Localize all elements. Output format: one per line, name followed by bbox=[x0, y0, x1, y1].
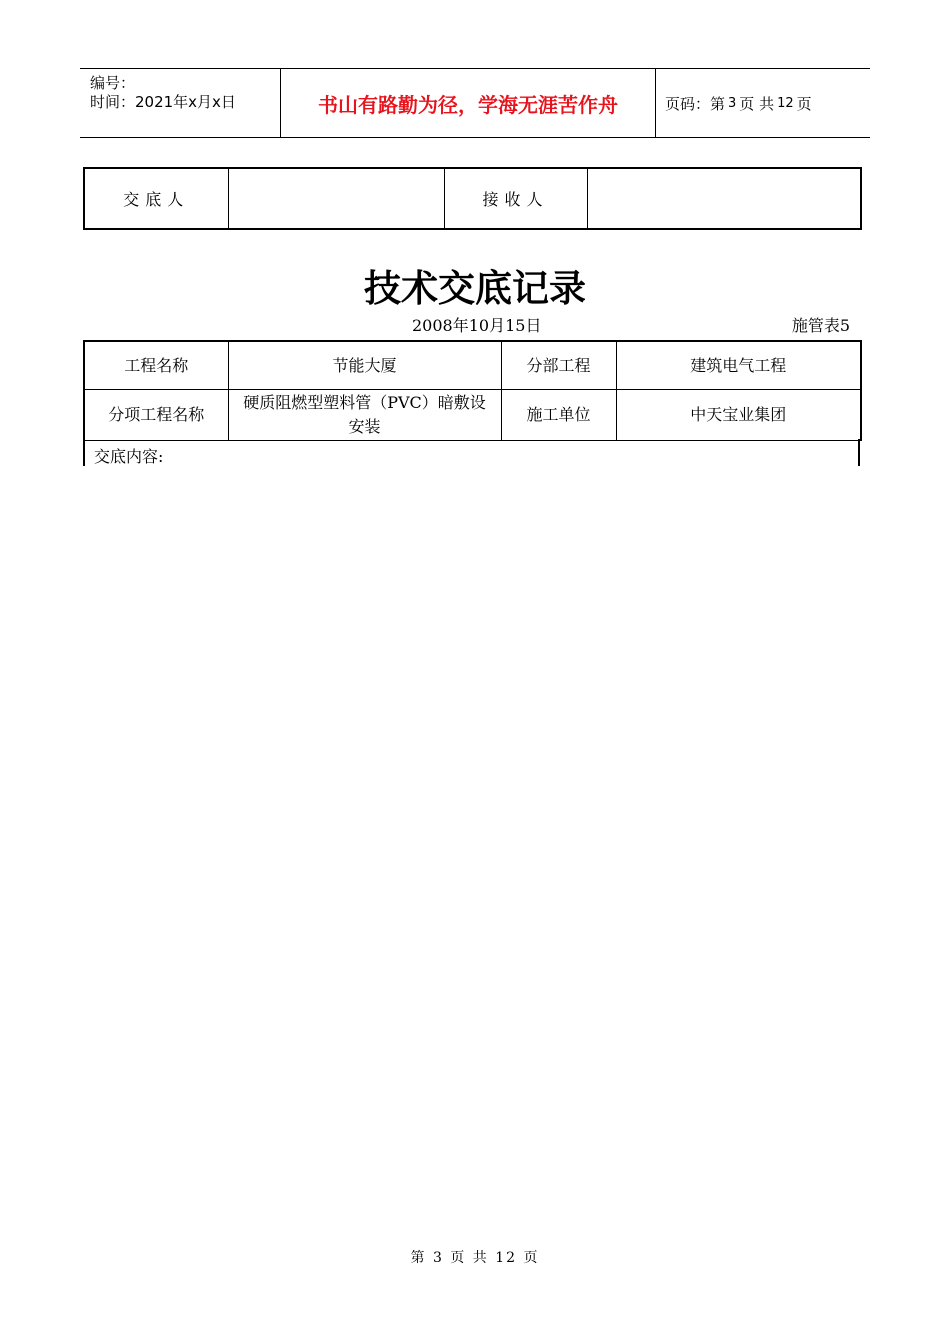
header-page-number bbox=[655, 69, 870, 137]
signature-table bbox=[83, 167, 862, 230]
page-mid: 页 共 bbox=[739, 94, 775, 113]
document-title: 技术交底记录 bbox=[364, 267, 586, 310]
page-total: 12 bbox=[777, 95, 794, 111]
serial-label: 编号： bbox=[90, 74, 136, 92]
page-suffix: 页 bbox=[796, 94, 812, 113]
contractor-label: 施工单位 bbox=[501, 390, 616, 441]
time-label: 时间：2021年x月x日 bbox=[90, 93, 236, 111]
document-date: 2008年10月15日 bbox=[412, 316, 542, 335]
header-motto: 书山有路勤为径，学海无涯苦作舟 bbox=[280, 69, 656, 137]
contractor-value: 中天宝业集团 bbox=[616, 390, 861, 441]
header-meta bbox=[80, 69, 280, 137]
form-number: 施管表5 bbox=[791, 316, 850, 335]
subitem-value: 硬质阻燃型塑料管（PVC）暗敷设安装 bbox=[228, 390, 501, 441]
subitem-label: 分项工程名称 bbox=[84, 390, 228, 441]
page-header bbox=[80, 68, 870, 138]
info-table bbox=[83, 340, 862, 441]
receiver-label: 接收人 bbox=[444, 168, 587, 229]
page-current: 3 bbox=[728, 95, 737, 111]
receiver-value[interactable] bbox=[587, 168, 861, 229]
giver-label: 交底人 bbox=[84, 168, 228, 229]
page-footer: 第 3 页 共 12 页 bbox=[410, 1250, 540, 1266]
project-name-value: 节能大厦 bbox=[228, 341, 501, 390]
division-label: 分部工程 bbox=[501, 341, 616, 390]
project-name-label: 工程名称 bbox=[84, 341, 228, 390]
division-value: 建筑电气工程 bbox=[616, 341, 861, 390]
giver-value[interactable] bbox=[228, 168, 444, 229]
content-label: 交底内容: bbox=[94, 447, 164, 466]
content-box bbox=[83, 439, 860, 466]
page-prefix: 页码：第 bbox=[665, 94, 726, 113]
